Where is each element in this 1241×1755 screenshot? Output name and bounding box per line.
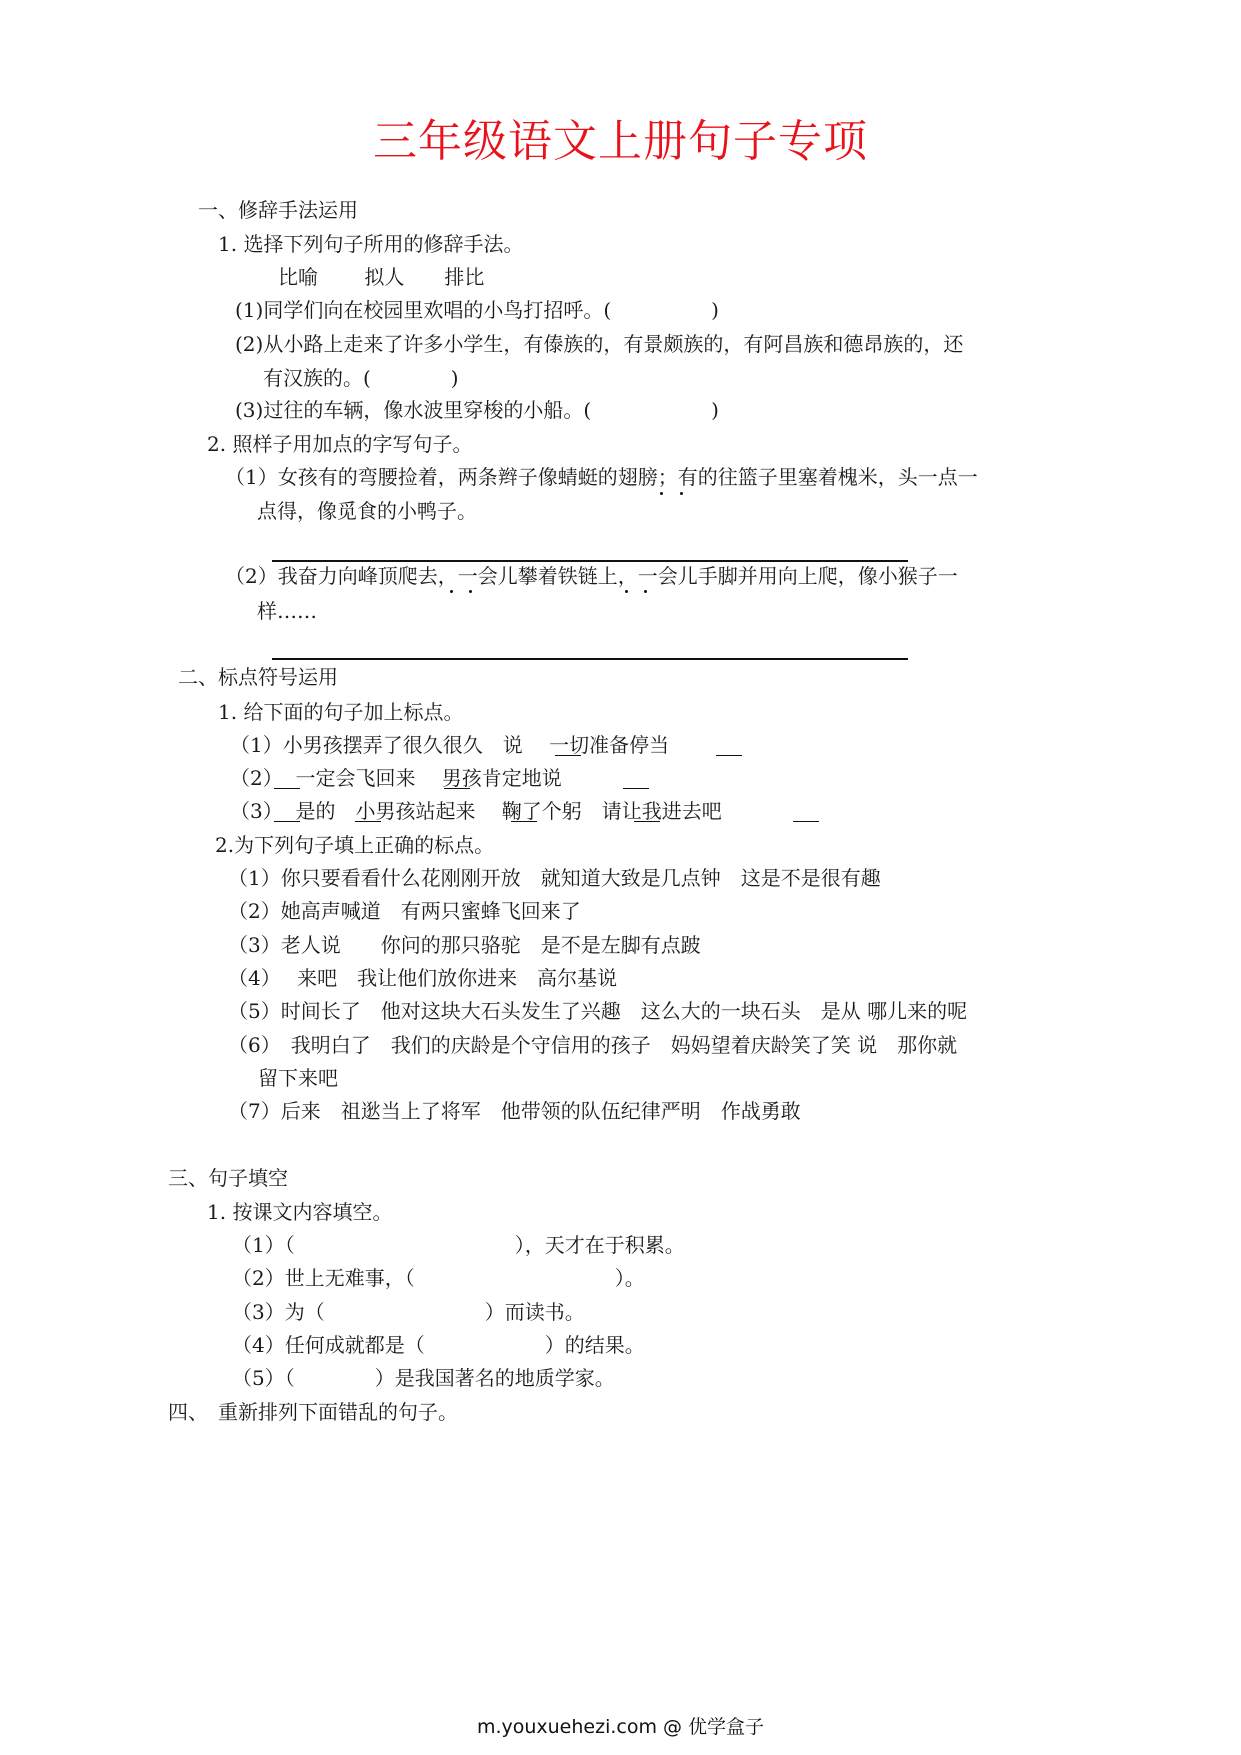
emphasis-dot — [644, 590, 647, 593]
punctuation-blank[interactable] — [555, 755, 581, 756]
question-item: （2）世上无难事，（ ）。 — [232, 1266, 645, 1290]
emphasis-dot — [625, 590, 628, 593]
section-heading-punctuation: 二、标点符号运用 — [178, 665, 338, 689]
answer-line — [272, 658, 908, 660]
question-item: (3)过往的车辆，像水波里穿梭的小船。( ) — [235, 398, 719, 422]
question-prompt: 2.为下列句子填上正确的标点。 — [215, 833, 495, 857]
rhetoric-options: 比喻 拟人 排比 — [278, 265, 485, 289]
punctuation-blank[interactable] — [623, 788, 649, 789]
question-item: （5）时间长了 他对这块大石头发生了兴趣 这么大的一块石头 是从 哪儿来的呢 — [228, 999, 968, 1023]
emphasis-dot — [680, 492, 683, 495]
question-prompt: 1. 给下面的句子加上标点。 — [218, 700, 464, 724]
question-item-continuation: 留下来吧 — [258, 1066, 338, 1090]
punctuation-blank[interactable] — [716, 755, 742, 756]
question-item-continuation: 样…… — [257, 599, 317, 623]
punctuation-blank[interactable] — [444, 788, 470, 789]
question-item: （3）老人说 你问的那只骆驼 是不是左脚有点跛 — [228, 933, 701, 957]
question-item-continuation: 点得，像觅食的小鸭子。 — [257, 499, 477, 523]
question-item: (2)从小路上走来了许多小学生，有傣族的，有景颇族的，有阿昌族和德昂族的，还 — [235, 332, 964, 356]
question-item: （1）女孩有的弯腰捡着，两条辫子像蜻蜓的翅膀；有的往篮子里塞着槐米，头一点一 — [225, 465, 978, 489]
question-item: （7）后来 祖逖当上了将军 他带领的队伍纪律严明 作战勇敢 — [228, 1099, 801, 1123]
section-heading-reorder: 四、 重新排列下面错乱的句子。 — [168, 1400, 458, 1424]
punctuation-blank[interactable] — [274, 821, 300, 822]
page-title: 三年级语文上册句子专项 — [373, 116, 868, 167]
emphasis-dot — [469, 590, 472, 593]
question-prompt: 1. 选择下列句子所用的修辞手法。 — [218, 232, 524, 256]
question-prompt: 1. 按课文内容填空。 — [207, 1200, 393, 1224]
question-item: （1）（ ），天才在于积累。 — [232, 1233, 685, 1257]
footer-watermark: m.youxuehezi.com @ 优学盒子 — [476, 1716, 765, 1738]
section-heading-rhetoric: 一、修辞手法运用 — [198, 198, 358, 222]
punctuation-blank[interactable] — [511, 821, 537, 822]
answer-line — [272, 560, 908, 562]
question-item: （6） 我明白了 我们的庆龄是个守信用的孩子 妈妈望着庆龄笑了笑 说 那你就 — [228, 1033, 958, 1057]
question-item: （5）（ ）是我国著名的地质学家。 — [232, 1366, 615, 1390]
punctuation-blank[interactable] — [274, 788, 300, 789]
question-item: （2）她高声喊道 有两只蜜蜂飞回来了 — [228, 899, 581, 923]
question-item: （3）为（ ）而读书。 — [232, 1300, 585, 1324]
question-prompt: 2. 照样子用加点的字写句子。 — [207, 432, 473, 456]
question-item: （1）小男孩摆弄了很久很久 说 一切准备停当 — [230, 733, 670, 757]
emphasis-dot — [660, 492, 663, 495]
punctuation-blank[interactable] — [355, 821, 381, 822]
punctuation-blank[interactable] — [634, 821, 660, 822]
punctuation-blank[interactable] — [793, 821, 819, 822]
question-item: (1)同学们向在校园里欢唱的小鸟打招呼。( ) — [235, 298, 719, 322]
question-item: （2）我奋力向峰顶爬去，一会儿攀着铁链上，一会儿手脚并用向上爬，像小猴子一 — [225, 564, 958, 588]
question-item: （3） 是的 小男孩站起来 鞠了个躬 请让我进去吧 — [230, 799, 722, 823]
section-heading-fill-in: 三、句子填空 — [168, 1166, 288, 1190]
emphasis-dot — [450, 590, 453, 593]
question-item: （2） 一定会飞回来 男孩肯定地说 — [230, 766, 562, 790]
question-item: （4） 来吧 我让他们放你进来 高尔基说 — [228, 966, 618, 990]
question-item: （1）你只要看看什么花刚刚开放 就知道大致是几点钟 这是不是很有趣 — [228, 866, 881, 890]
question-item-continuation: 有汉族的。( ) — [263, 366, 459, 390]
question-item: （4）任何成就都是（ ）的结果。 — [232, 1333, 645, 1357]
